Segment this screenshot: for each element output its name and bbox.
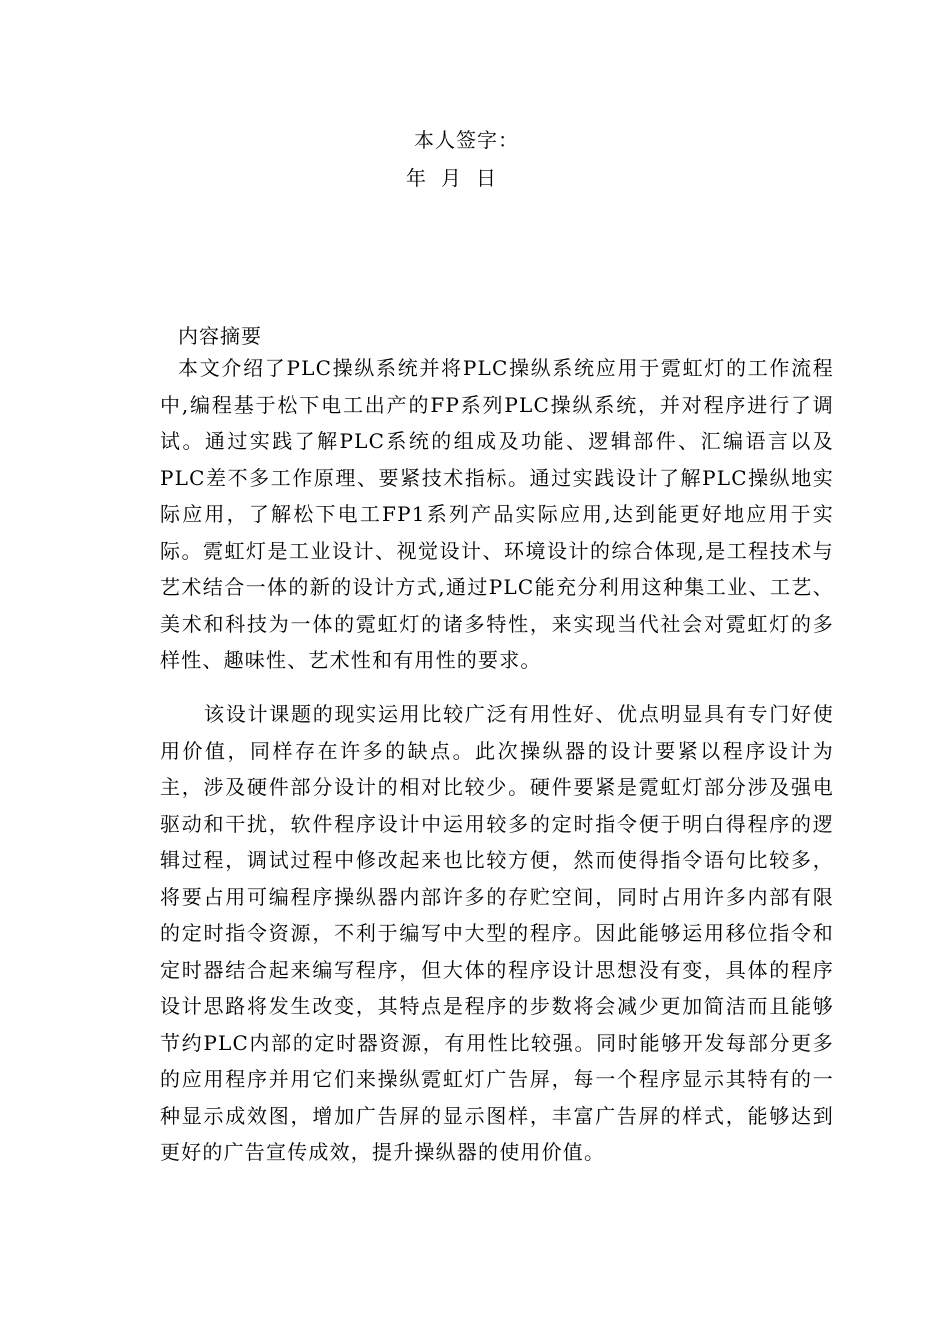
date-day: 日 [476,166,497,190]
date-month: 月 [441,166,462,190]
signature-label: 本人签字： [414,128,519,152]
date-line [406,162,511,191]
abstract-paragraph-1: 本文介绍了PLC操纵系统并将PLC操纵系统应用于霓虹灯的工作流程中,编程基于松下电工出产的FP系列PLC操纵系统，并对程序进行了调试。通过实践了解PLC系统的组成及功能、逻辑部件、汇编语言以及PLC差不多工作原理、要紧技术指标。通过实践设计了解PLC操纵地实际应用，了解松下电工FP1系列产品实际应用,达到能更好地应用于实际。霓虹灯是工业设计、视觉设计、环境设计的综合体现,是工程技术与艺术结合一体的新的设计方式,通过PLC能充分利用这种集工业、工艺、美术和科技为一体的霓虹灯的诸多特性，来实现当代社会对霓虹灯的多样性、趣味性、艺术性和有用性的要求。 [160,356,834,672]
abstract-paragraph-2: 该设计课题的现实运用比较广泛有用性好、优点明显具有专门好使用价值，同样存在许多的缺点。此次操纵器的设计要紧以程序设计为主，涉及硬件部分设计的相对比较少。硬件要紧是霓虹灯部分涉及强电驱动和干扰，软件程序设计中运用较多的定时指令便于明白得程序的逻辑过程，调试过程中修改起来也比较方便，然而使得指令语句比较多，将要占用可编程序操纵器内部许多的存贮空间，同时占用许多内部有限的定时指令资源，不利于编写中大型的程序。因此能够运用移位指令和定时器结合起来编写程序，但大体的程序设计思想没有变，具体的程序设计思路将发生改变，其特点是程序的步数将会减少更加简洁而且能够节约PLC内部的定时器资源，有用性比较强。同时能够开发每部分更多的应用程序并用它们来操纵霓虹灯广告屏，每一个程序显示其特有的一种显示成效图，增加广告屏的显示图样，丰富广告屏的样式，能够达到更好的广告宣传成效，提升操纵器的使用价值。 [160,702,834,1164]
date-year: 年 [406,166,427,190]
abstract-title: 内容摘要 [178,324,262,348]
